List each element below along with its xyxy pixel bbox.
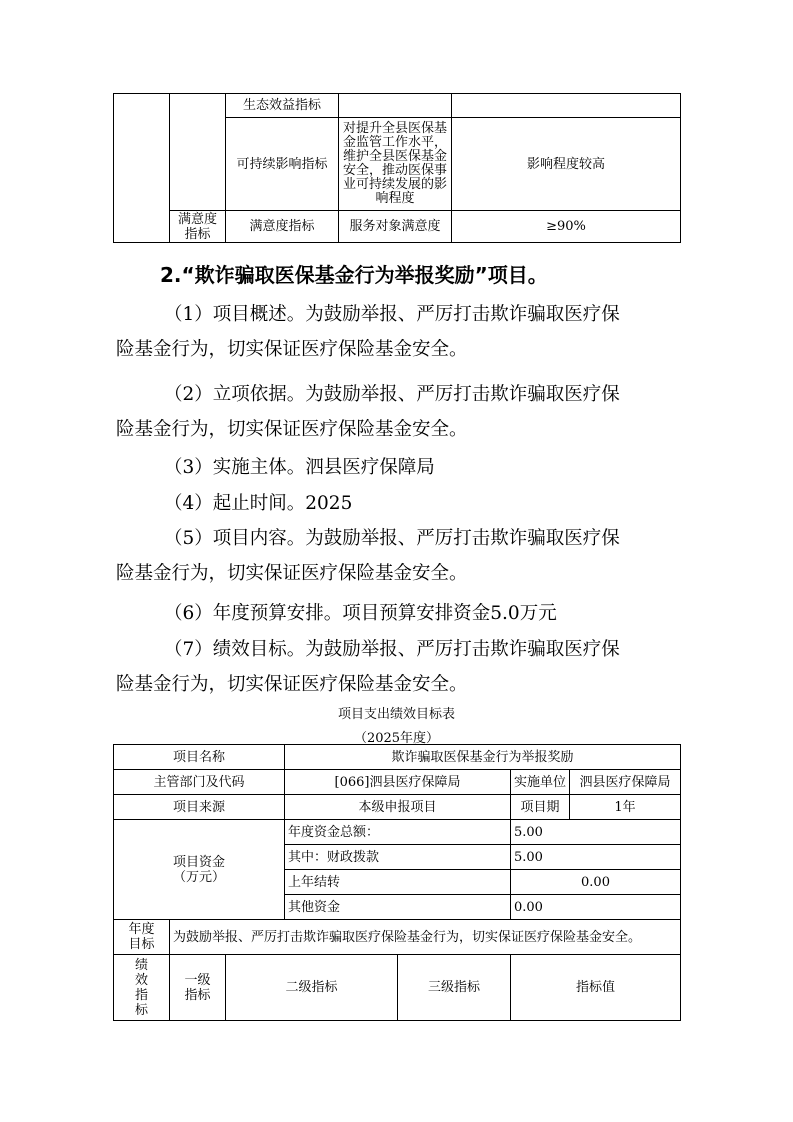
annual-goal-value: 为鼓励举报、严厉打击欺诈骗取医疗保险基金行为，切实保证医疗保险基金安全。 [170,920,681,955]
sustain-value-cell: 影响程度较高 [452,118,681,211]
funds-label [114,820,285,920]
perf-label-char-3: 指 [134,987,148,1003]
period-value: 1年 [570,795,681,820]
source-value: 本级申报项目 [285,795,511,820]
item-7-line2: 险基金行为，切实保证医疗保险基金安全。 [116,674,468,695]
funds-label-line1: 项目资金 [172,854,225,870]
table-title: 项目支出绩效目标表 [337,707,455,722]
ecology-desc-cell [339,94,452,118]
level1-indicator-header [170,955,226,1021]
other-funds-label: 其他资金 [285,895,511,920]
satisfaction-level1-cell: 满意度指标 [170,211,226,243]
item-1 [116,297,682,367]
impl-unit-value: 泗县医疗保障局 [570,770,681,795]
level1-header-line1: 一级 [184,972,211,988]
item-6 [116,596,682,631]
top-indicator-table [113,93,681,243]
perf-label-char-2: 效 [134,972,148,988]
annual-goal-label [114,920,170,955]
item-1-line1: （1）项目概述。为鼓励举报、严厉打击欺诈骗取医疗保 [164,304,620,325]
project-name-value: 欺诈骗取医保基金行为举报奖励 [285,745,681,770]
item-3-line1: （3）实施主体。泗县医疗保障局 [164,457,435,478]
carryover-label: 上年结转 [285,870,511,895]
item-2-line2: 险基金行为，切实保证医疗保险基金安全。 [116,419,468,440]
total-funds-label: 年度资金总额： [285,820,511,845]
performance-target-table [113,744,681,1021]
item-2 [116,377,682,447]
item-7-line1: （7）绩效目标。为鼓励举报、严厉打击欺诈骗取医疗保 [164,639,620,660]
section-heading: 2.“欺诈骗取医保基金行为举报奖励”项目。 [160,263,548,287]
blank-level1b-cell [170,94,226,211]
item-3 [116,450,682,485]
period-label: 项目期 [511,795,570,820]
carryover-value: 0.00 [511,870,681,895]
level3-indicator-header: 三级指标 [398,955,511,1021]
sustain-indicator-cell: 可持续影响指标 [226,118,339,211]
annual-goal-label-line2: 目标 [128,937,155,952]
dept-label: 主管部门及代码 [114,770,285,795]
level2-indicator-header: 二级指标 [226,955,398,1021]
fiscal-funds-value: 5.00 [511,845,681,870]
ecology-indicator-cell: 生态效益指标 [226,94,339,118]
satisfaction-value-cell: ≥90% [452,211,681,243]
item-1-line2: 险基金行为，切实保证医疗保险基金安全。 [116,339,468,360]
satisfaction-level2-cell: 满意度指标 [226,211,339,243]
fiscal-funds-label: 其中：财政拨款 [285,845,511,870]
annual-goal-label-line1: 年度 [128,922,155,937]
total-funds-value: 5.00 [511,820,681,845]
level1-header-line2: 指标 [184,987,211,1003]
perf-indicator-label [114,955,170,1021]
funds-label-line2: （万元） [172,869,225,885]
impl-unit-label: 实施单位 [511,770,570,795]
blank-level1-cell [114,94,170,243]
item-5-line1: （5）项目内容。为鼓励举报、严厉打击欺诈骗取医疗保 [164,528,620,549]
item-4-line1: （4）起止时间。2025 [164,493,353,514]
item-2-line1: （2）立项依据。为鼓励举报、严厉打击欺诈骗取医疗保 [164,384,620,405]
table-year: （2025年度） [353,731,440,746]
other-funds-value: 0.00 [511,895,681,920]
ecology-value-cell [452,94,681,118]
satisfaction-level3-cell: 服务对象满意度 [339,211,452,243]
project-name-label: 项目名称 [114,745,285,770]
item-6-line1: （6）年度预算安排。项目预算安排资金5.0万元 [164,603,557,624]
perf-label-char-1: 绩 [134,957,148,973]
item-5 [116,521,682,591]
item-4 [116,486,682,521]
item-7 [116,632,682,702]
indicator-value-header: 指标值 [511,955,681,1021]
dept-value: [066]泗县医疗保障局 [285,770,511,795]
perf-label-char-4: 标 [134,1002,148,1018]
sustain-desc-cell: 对提升全县医保基金监管工作水平，维护全县医保基金安全，推动医保事业可持续发展的影响程度 [339,118,452,211]
source-label: 项目来源 [114,795,285,820]
item-5-line2: 险基金行为，切实保证医疗保险基金安全。 [116,563,468,584]
